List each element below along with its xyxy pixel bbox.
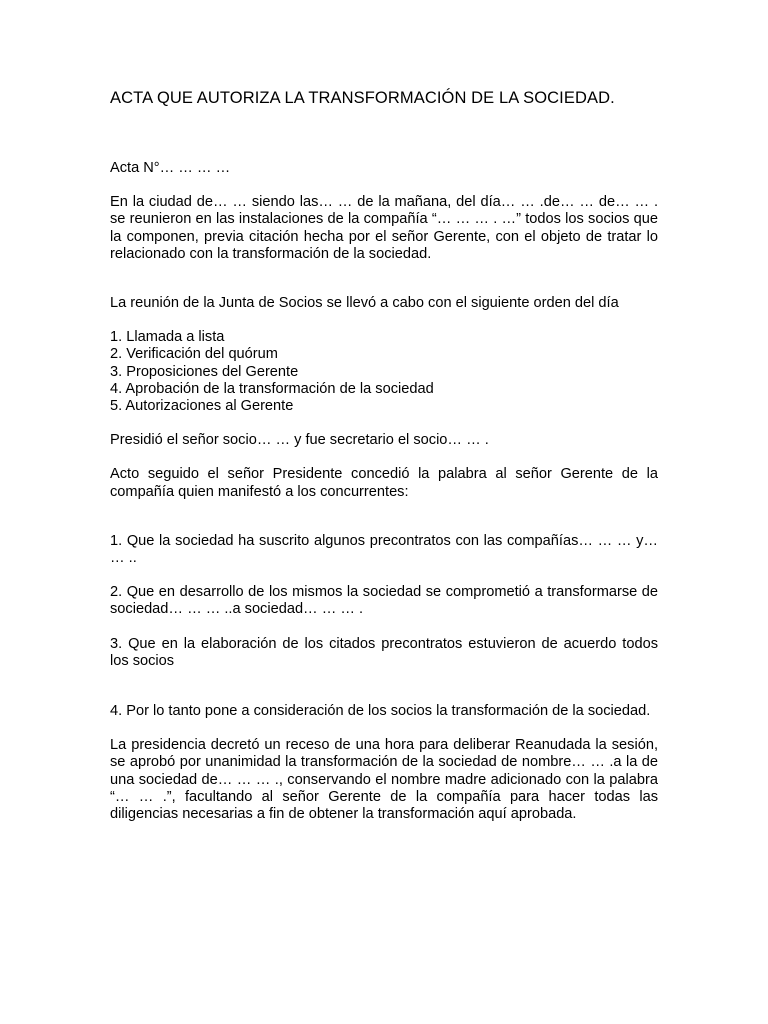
spacer [110,449,658,466]
presided-paragraph: Presidió el señor socio… … y fue secretario el socio… … . [110,432,489,449]
document-body [110,160,658,823]
document-title: ACTA QUE AUTORIZA LA TRANSFORMACIÓN DE LA SOCIEDAD. [110,89,615,107]
point-paragraph: 4. Por lo tanto pone a consideración de los socios la transformación de la sociedad. [110,703,651,720]
spacer [110,263,658,295]
agenda-item: 1. Llamada a lista [110,329,225,346]
spacer [110,567,658,584]
agenda-item: 5. Autorizaciones al Gerente [110,398,294,415]
point-paragraph: 3. Que en la elaboración de los citados precontratos estuvieron de acuerdo todos los socios [110,635,658,669]
closing-paragraph: La presidencia decretó un receso de una hora para deliberar Reanudada la sesión, se aprobó por unanimidad la transformación de la sociedad de nombre… … .a la de una sociedad de… … … ., conservando el nombre madre adicionado con la palabra “… … .”, facultando al señor Gerente de la compañía para hacer todas las diligencias necesarias a fin de obtener la transformación aquí aprobada. [110,737,658,823]
spacer [110,670,658,703]
spacer [110,312,658,329]
point-paragraph: 2. Que en desarrollo de los mismos la sociedad se comprometió a transformarse de sociedad… … … ..a sociedad… … … . [110,584,658,618]
agenda-item: 2. Verificación del quórum [110,346,278,363]
agenda-list [110,329,658,415]
spacer [110,619,658,636]
intro-paragraph: En la ciudad de… … siendo las… … de la mañana, del día… … .de… … de… … . se reunieron en las instalaciones de la compañía “… … … . …” todos los socios que la componen, previa citación hecha por el señor Gerente, con el objeto de tratar lo relacionado con la transformación de la sociedad. [110,194,658,262]
spacer [110,415,658,432]
agenda-intro: La reunión de la Junta de Socios se llevó a cabo con el siguiente orden del día [110,295,619,312]
spacer [110,108,658,160]
agenda-item: 3. Proposiciones del Gerente [110,363,299,380]
agenda-item: 4. Aprobación de la transformación de la sociedad [110,380,434,397]
spacer [110,720,658,737]
manager-speech-paragraph: Acto seguido el señor Presidente concedió la palabra al señor Gerente de la compañía quien manifestó a los concurrentes: [110,466,658,500]
spacer [110,177,658,194]
spacer [110,501,658,533]
point-paragraph: 1. Que la sociedad ha suscrito algunos precontratos con las compañías… … … y… … .. [110,532,658,567]
acta-number: Acta N°… … … … [110,160,231,176]
